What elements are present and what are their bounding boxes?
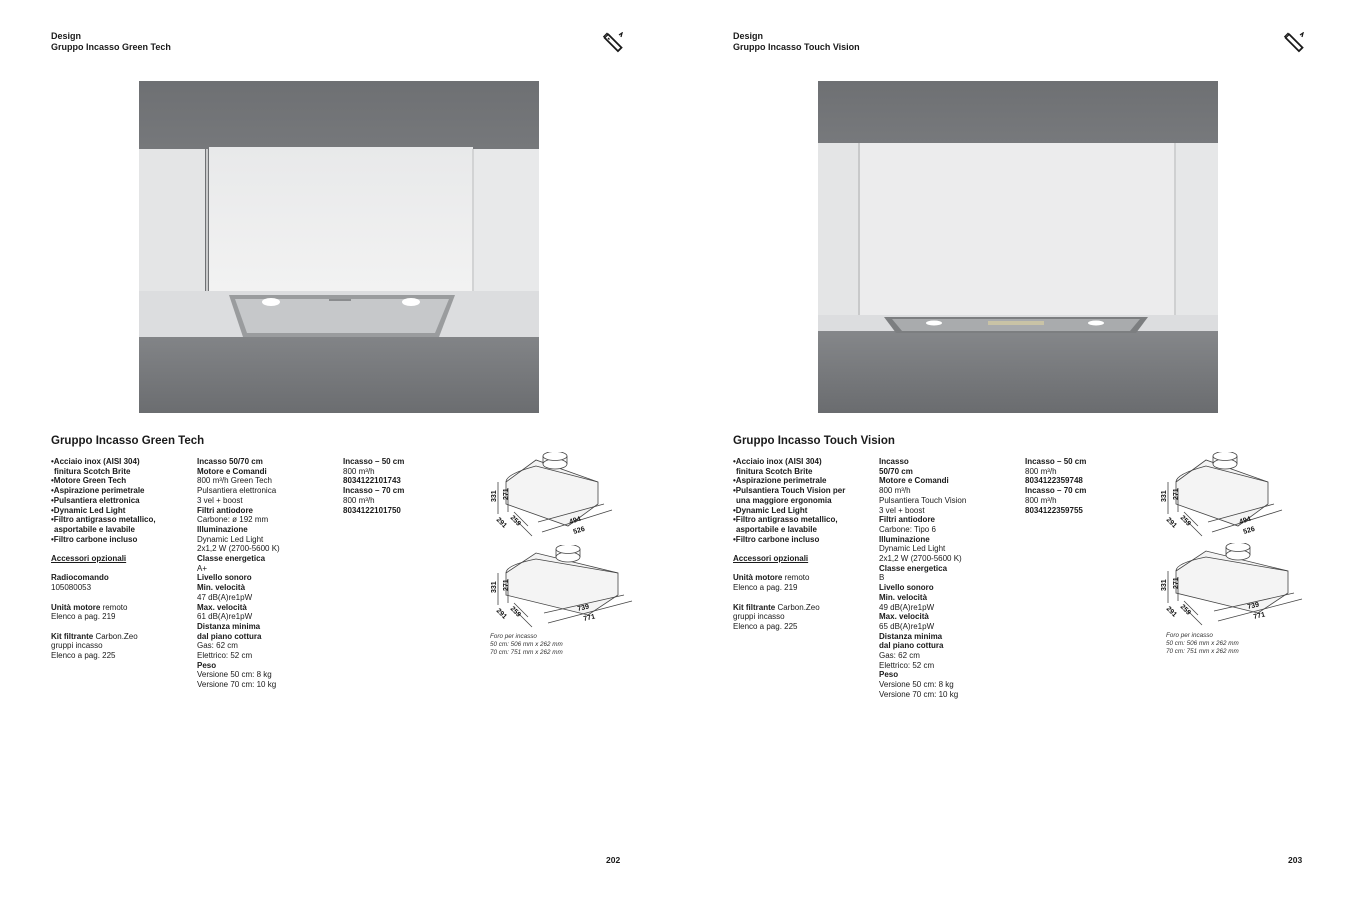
spec-line: Incasso – 50 cm: [1025, 457, 1087, 466]
dim-inner: 271: [1173, 577, 1180, 589]
specs-column: [879, 457, 1019, 700]
spec-line: Motore e Comandi: [197, 466, 267, 476]
header-product: Gruppo Incasso Green Tech: [51, 42, 171, 52]
spec-line: 49 dB(A)re1pW: [879, 602, 935, 612]
dim-depth-inner: 259: [1178, 603, 1192, 617]
accessory-item: [733, 573, 873, 583]
spec-line: Livello sonoro: [197, 573, 252, 583]
spec-line: 8034122101743: [343, 476, 401, 486]
feature-item: •Acciaio inox (AISI 304): [733, 457, 822, 466]
spec-line: A+: [197, 563, 208, 573]
spec-line: Min. velocità: [879, 592, 928, 602]
spec-line: Carbone: ø 192 mm: [197, 515, 269, 525]
page-header: [51, 31, 171, 53]
spec-line: Gas: 62 cm: [879, 651, 920, 661]
spec-line: 800 m³/h: [879, 486, 911, 496]
features-column: [733, 457, 873, 632]
spec-line: Incasso – 70 cm: [343, 486, 405, 496]
spec-line: Distanza minima: [197, 621, 261, 631]
spec-line: Pulsantiera elettronica: [197, 486, 277, 496]
dim-width-inner: 494: [1238, 515, 1252, 526]
accessory-detail: Elenco a pag. 219: [51, 612, 116, 622]
feature-item: •Filtro antigrasso metallico,: [51, 515, 156, 525]
dim-height: 331: [491, 581, 498, 593]
accessory-name: Kit filtrante: [733, 602, 776, 612]
product-title: Gruppo Incasso Touch Vision: [733, 435, 895, 447]
dim-inner: 271: [503, 488, 510, 500]
spec-line: 800 m³/h: [1025, 466, 1057, 476]
header-product: Gruppo Incasso Touch Vision: [733, 42, 860, 52]
spec-line: 800 m³/h: [343, 495, 375, 505]
spec-line: Incasso – 50 cm: [343, 457, 405, 466]
dim-depth: 291: [494, 516, 508, 530]
spec-line: 2x1,2 W (2700-5600 K): [197, 544, 280, 554]
dimension-drawing-50cm: [1158, 452, 1288, 542]
feature-item: finitura Scotch Brite: [736, 466, 813, 476]
accessory-detail: gruppi incasso: [51, 641, 103, 651]
accessory-name: Radiocomando: [51, 573, 109, 583]
feature-item: •Acciaio inox (AISI 304): [51, 457, 140, 466]
spec-line: Illuminazione: [879, 534, 930, 544]
spec-line: Elettrico: 52 cm: [879, 660, 935, 670]
accessory-detail: gruppi incasso: [733, 612, 785, 622]
spec-line: Livello sonoro: [879, 583, 934, 593]
page-right: [678, 0, 1356, 904]
dim-depth: 291: [1164, 516, 1178, 530]
spec-line: 47 dB(A)re1pW: [197, 592, 253, 602]
accessory-item: [51, 573, 191, 583]
feature-item: •Filtro carbone incluso: [733, 534, 820, 544]
cutout-caption: Foro per incasso 50 cm: 506 mm x 262 mm 70 cm: 751 mm x 262 mm: [1166, 632, 1239, 655]
dim-width-inner: 494: [568, 515, 582, 526]
product-photo: [139, 81, 539, 413]
feature-item: •Motore Green Tech: [51, 476, 127, 486]
dimension-drawing-70cm: [488, 545, 638, 630]
spec-line: Filtri antiodore: [197, 505, 253, 515]
dim-width: 526: [1242, 525, 1256, 536]
spec-line: Pulsantiera Touch Vision: [879, 495, 967, 505]
accessory-suffix: remoto: [100, 602, 128, 612]
feature-item: •Dynamic Led Light: [733, 505, 808, 515]
accessory-suffix: Carbon.Zeo: [93, 631, 138, 641]
page-number: 203: [1288, 855, 1303, 865]
spec-line: Peso: [197, 660, 217, 670]
dim-depth-inner: 259: [508, 514, 522, 528]
spec-line: 800 m³/h: [343, 466, 375, 476]
accessory-suffix: Carbon.Zeo: [775, 602, 820, 612]
header-category: Design: [733, 31, 764, 41]
spec-line: Min. velocità: [197, 583, 246, 593]
dim-width-inner: 739: [1246, 601, 1260, 611]
feature-item: •Filtro antigrasso metallico,: [733, 515, 838, 525]
dim-height: 331: [1161, 490, 1168, 502]
feature-item: •Aspirazione perimetrale: [733, 476, 827, 486]
spec-line: Filtri antiodore: [879, 515, 935, 525]
dimension-drawing-50cm: [488, 452, 618, 542]
dim-width: 771: [582, 613, 596, 623]
spec-line: Versione 50 cm: 8 kg: [197, 670, 272, 680]
spec-line: Illuminazione: [197, 524, 248, 534]
spec-line: Dynamic Led Light: [197, 534, 264, 544]
spec-line: 3 vel + boost: [879, 505, 925, 515]
feature-item: asportabile e lavabile: [54, 524, 135, 534]
feature-item: •Pulsantiera Touch Vision per: [733, 486, 846, 496]
accessory-suffix: remoto: [782, 573, 810, 583]
codes-column: [1025, 457, 1145, 515]
spec-line: Distanza minima: [879, 631, 943, 641]
spec-line: B: [879, 573, 885, 583]
feature-item: una maggiore ergonomia: [736, 495, 832, 505]
accessory-detail: Elenco a pag. 225: [733, 621, 798, 631]
cutout-caption: Foro per incasso 50 cm: 506 mm x 262 mm 70 cm: 751 mm x 262 mm: [490, 633, 563, 656]
spec-line: 8034122101750: [343, 505, 401, 515]
spec-line: 50/70 cm: [879, 466, 913, 476]
spec-line: 2x1,2 W (2700-5600 K): [879, 554, 962, 564]
feature-item: finitura Scotch Brite: [54, 466, 131, 476]
spec-line: Versione 70 cm: 10 kg: [197, 680, 277, 690]
spec-line: Gas: 62 cm: [197, 641, 238, 651]
spec-line: 65 dB(A)re1pW: [879, 621, 935, 631]
spec-line: Classe energetica: [879, 563, 948, 573]
accessory-name: Unità motore: [733, 573, 783, 583]
dim-width: 771: [1252, 611, 1266, 621]
spec-line: Classe energetica: [197, 554, 266, 564]
spec-line: Max. velocità: [879, 612, 929, 622]
spec-line: 800 m³/h: [1025, 495, 1057, 505]
spec-line: 800 m³/h Green Tech: [197, 476, 273, 486]
feature-item: asportabile e lavabile: [736, 524, 817, 534]
spec-line: Versione 50 cm: 8 kg: [879, 680, 954, 690]
accessory-name: Unità motore: [51, 602, 101, 612]
accessories-heading: Accessori opzionali: [51, 554, 127, 564]
spec-line: Incasso – 70 cm: [1025, 486, 1087, 496]
page-number: 202: [606, 855, 621, 865]
dim-depth-inner: 259: [508, 605, 522, 619]
accessory-item: [51, 603, 191, 613]
spec-line: Carbone: Tipo 6: [879, 524, 936, 534]
header-category: Design: [51, 31, 82, 41]
spec-line: Motore e Comandi: [879, 476, 949, 486]
spec-line: Incasso: [879, 457, 909, 466]
spec-line: 3 vel + boost: [197, 495, 243, 505]
dim-width-inner: 739: [576, 603, 590, 613]
dim-depth-inner: 259: [1178, 514, 1192, 528]
spec-line: Elettrico: 52 cm: [197, 651, 253, 661]
spec-line: dal piano cottura: [879, 641, 944, 651]
specs-column: [197, 457, 337, 690]
design-pencil-ruler-icon: [602, 32, 624, 54]
accessory-detail: Elenco a pag. 225: [51, 651, 116, 660]
codes-column: [343, 457, 463, 515]
spec-line: dal piano cottura: [197, 631, 262, 641]
spec-line: Dynamic Led Light: [879, 544, 946, 554]
dim-height: 331: [1161, 579, 1168, 591]
accessories-heading: Accessori opzionali: [733, 554, 809, 564]
spec-line: 8034122359755: [1025, 505, 1083, 515]
design-pencil-ruler-icon: [1283, 32, 1305, 54]
spec-line: Versione 70 cm: 10 kg: [879, 689, 959, 699]
accessory-item: [733, 603, 873, 613]
feature-item: •Pulsantiera elettronica: [51, 495, 140, 505]
dim-depth: 291: [1164, 605, 1178, 619]
spec-line: 8034122359748: [1025, 476, 1083, 486]
dimension-drawing-70cm: [1158, 543, 1308, 628]
page-header: [733, 31, 860, 53]
product-title: Gruppo Incasso Green Tech: [51, 435, 205, 447]
dim-depth: 291: [494, 607, 508, 621]
dim-width: 526: [572, 525, 586, 536]
spec-line: 61 dB(A)re1pW: [197, 612, 253, 622]
features-column: [51, 457, 191, 661]
accessory-detail: Elenco a pag. 219: [733, 583, 798, 593]
product-photo: [818, 81, 1218, 413]
spec-line: Max. velocità: [197, 602, 247, 612]
spec-line: Incasso 50/70 cm: [197, 457, 263, 466]
accessory-name: Kit filtrante: [51, 631, 94, 641]
dim-inner: 271: [503, 579, 510, 591]
dim-inner: 271: [1173, 488, 1180, 500]
dim-height: 331: [491, 490, 498, 502]
accessory-detail: 105080053: [51, 583, 92, 593]
feature-item: •Dynamic Led Light: [51, 505, 126, 515]
spec-line: Peso: [879, 670, 899, 680]
feature-item: •Filtro carbone incluso: [51, 534, 138, 544]
feature-item: •Aspirazione perimetrale: [51, 486, 145, 496]
accessory-item: [51, 632, 191, 642]
